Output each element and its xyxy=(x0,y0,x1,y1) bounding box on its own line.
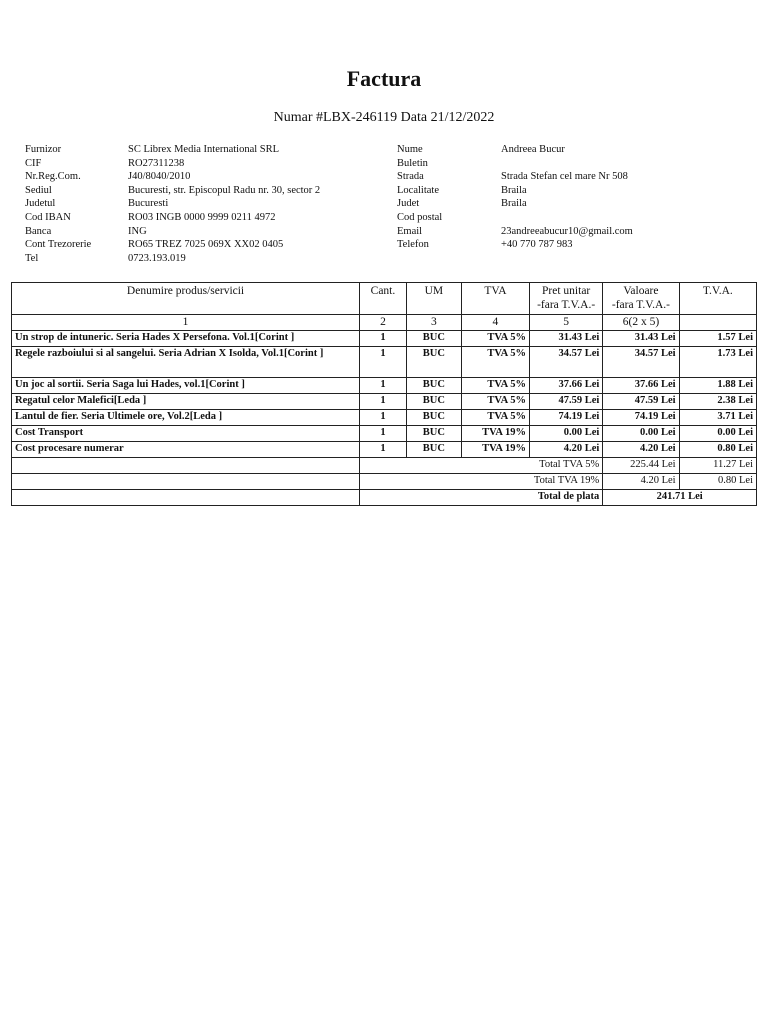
blank-cell xyxy=(12,490,360,506)
table-row xyxy=(12,410,757,426)
cell-um: BUC xyxy=(406,442,461,458)
column-header: UM xyxy=(406,283,461,315)
grand-total-row xyxy=(12,490,757,506)
supplier-field-value: ING xyxy=(128,225,147,237)
blank-cell xyxy=(12,458,360,474)
cell-tva: TVA 5% xyxy=(461,331,529,347)
client-field-row xyxy=(397,157,633,171)
client-field-row xyxy=(397,197,633,211)
cell-um: BUC xyxy=(406,347,461,378)
column-header: Pret unitar -fara T.V.A.- xyxy=(530,283,603,315)
cell-value: 47.59 Lei xyxy=(603,394,679,410)
column-number: 3 xyxy=(406,315,461,331)
cell-name: Un joc al sortii. Seria Saga lui Hades, vol.1[Corint ] xyxy=(12,378,360,394)
cell-vat: 2.38 Lei xyxy=(679,394,756,410)
client-field-row xyxy=(397,225,633,239)
cell-qty: 1 xyxy=(360,394,407,410)
table-row xyxy=(12,426,757,442)
total-tva5-row-label: Total TVA 5% xyxy=(360,458,603,474)
invoice-items-table xyxy=(11,282,757,506)
table-row xyxy=(12,378,757,394)
cell-tva: TVA 19% xyxy=(461,426,529,442)
supplier-field-label: Banca xyxy=(25,225,52,237)
client-field-label: Judet xyxy=(397,198,420,210)
cell-value: 4.20 Lei xyxy=(603,442,679,458)
cell-vat: 1.57 Lei xyxy=(679,331,756,347)
client-field-value: 23andreeabucur10@gmail.com xyxy=(501,225,633,237)
supplier-info xyxy=(25,143,320,265)
supplier-field-value: RO65 TREZ 7025 069X XX02 0405 xyxy=(128,239,284,251)
client-field-row xyxy=(397,184,633,198)
total-tva5-row xyxy=(12,458,757,474)
column-number-row xyxy=(12,315,757,331)
column-number: 5 xyxy=(530,315,603,331)
table-row xyxy=(12,331,757,347)
supplier-field-row xyxy=(25,225,320,239)
column-header: Denumire produs/servicii xyxy=(12,283,360,315)
column-number: 2 xyxy=(360,315,407,331)
supplier-field-value: RO27311238 xyxy=(128,157,185,169)
supplier-field-label: Nr.Reg.Com. xyxy=(25,171,81,183)
client-field-value: Strada Stefan cel mare Nr 508 xyxy=(501,171,628,183)
cell-tva: TVA 5% xyxy=(461,410,529,426)
supplier-field-row xyxy=(25,157,320,171)
client-field-row xyxy=(397,211,633,225)
client-info xyxy=(397,143,633,252)
cell-qty: 1 xyxy=(360,442,407,458)
table-row xyxy=(12,347,757,378)
cell-qty: 1 xyxy=(360,410,407,426)
client-field-value: +40 770 787 983 xyxy=(501,239,573,251)
supplier-field-label: Judetul xyxy=(25,198,56,210)
total-tva19-row xyxy=(12,474,757,490)
cell-name: Un strop de intuneric. Seria Hades X Persefona. Vol.1[Corint ] xyxy=(12,331,360,347)
client-field-value: Andreea Bucur xyxy=(501,144,565,155)
client-field-label: Buletin xyxy=(397,157,428,169)
invoice-number-date: Numar #LBX-246119 Data 21/12/2022 xyxy=(273,110,495,125)
cell-name: Lantul de fier. Seria Ultimele ore, Vol.2[Leda ] xyxy=(12,410,360,426)
supplier-field-row xyxy=(25,197,320,211)
client-field-label: Telefon xyxy=(397,239,429,251)
client-field-label: Email xyxy=(397,225,423,237)
supplier-field-value: 0723.193.019 xyxy=(128,252,186,264)
cell-value: 34.57 Lei xyxy=(603,347,679,378)
client-field-label: Nume xyxy=(397,144,423,155)
client-field-label: Localitate xyxy=(397,184,439,196)
cell-vat: 1.73 Lei xyxy=(679,347,756,378)
supplier-field-value: SC Librex Media International SRL xyxy=(128,144,280,155)
cell-vat: 0.80 Lei xyxy=(679,442,756,458)
supplier-field-row xyxy=(25,143,320,157)
cell-unit-price: 47.59 Lei xyxy=(530,394,603,410)
cell-um: BUC xyxy=(406,410,461,426)
client-field-label: Strada xyxy=(397,171,424,183)
cell-unit-price: 0.00 Lei xyxy=(530,426,603,442)
total-tva5-row-value: 225.44 Lei xyxy=(603,458,679,474)
invoice-title: Factura xyxy=(346,66,422,91)
supplier-field-value: Bucuresti, str. Episcopul Radu nr. 30, sector 2 xyxy=(128,184,321,196)
cell-tva: TVA 19% xyxy=(461,442,529,458)
supplier-field-row xyxy=(25,211,320,225)
total-tva5-row-vat: 11.27 Lei xyxy=(679,458,756,474)
supplier-field-label: Cont Trezorerie xyxy=(25,239,92,251)
client-field-row xyxy=(397,170,633,184)
cell-qty: 1 xyxy=(360,331,407,347)
supplier-field-row xyxy=(25,170,320,184)
supplier-field-label: Cod IBAN xyxy=(25,211,71,223)
supplier-field-label: Tel xyxy=(25,252,39,264)
column-number: 6(2 x 5) xyxy=(603,315,679,331)
cell-um: BUC xyxy=(406,378,461,394)
supplier-field-value: RO03 INGB 0000 9999 0211 4972 xyxy=(128,211,276,223)
supplier-field-value: Bucuresti xyxy=(128,198,169,210)
total-tva19-row-value: 4.20 Lei xyxy=(603,474,679,490)
cell-unit-price: 31.43 Lei xyxy=(530,331,603,347)
cell-tva: TVA 5% xyxy=(461,378,529,394)
cell-vat: 0.00 Lei xyxy=(679,426,756,442)
cell-vat: 1.88 Lei xyxy=(679,378,756,394)
total-tva19-row-label: Total TVA 19% xyxy=(360,474,603,490)
cell-name: Regele razboiului si al sangelui. Seria Adrian X Isolda, Vol.1[Corint ] xyxy=(12,347,360,378)
cell-unit-price: 74.19 Lei xyxy=(530,410,603,426)
cell-qty: 1 xyxy=(360,426,407,442)
cell-value: 37.66 Lei xyxy=(603,378,679,394)
column-header: Valoare -fara T.V.A.- xyxy=(603,283,679,315)
cell-unit-price: 4.20 Lei xyxy=(530,442,603,458)
cell-value: 74.19 Lei xyxy=(603,410,679,426)
client-field-value: Braila xyxy=(501,198,527,210)
cell-vat: 3.71 Lei xyxy=(679,410,756,426)
supplier-field-row xyxy=(25,252,320,266)
cell-um: BUC xyxy=(406,426,461,442)
cell-qty: 1 xyxy=(360,378,407,394)
total-tva19-row-vat: 0.80 Lei xyxy=(679,474,756,490)
client-field-row xyxy=(397,238,633,252)
cell-tva: TVA 5% xyxy=(461,394,529,410)
cell-unit-price: 37.66 Lei xyxy=(530,378,603,394)
cell-name: Cost procesare numerar xyxy=(12,442,360,458)
table-header-row xyxy=(12,283,757,315)
cell-name: Cost Transport xyxy=(12,426,360,442)
column-number: 1 xyxy=(12,315,360,331)
blank-cell xyxy=(12,474,360,490)
column-number: 4 xyxy=(461,315,529,331)
grand-total-row-value: 241.71 Lei xyxy=(603,490,757,506)
cell-unit-price: 34.57 Lei xyxy=(530,347,603,378)
cell-value: 31.43 Lei xyxy=(603,331,679,347)
cell-um: BUC xyxy=(406,394,461,410)
cell-tva: TVA 5% xyxy=(461,347,529,378)
supplier-field-label: Furnizor xyxy=(25,144,62,155)
cell-name: Regatul celor Malefici[Leda ] xyxy=(12,394,360,410)
table-row xyxy=(12,394,757,410)
grand-total-row-label: Total de plata xyxy=(360,490,603,506)
supplier-field-label: CIF xyxy=(25,157,42,169)
client-field-label: Cod postal xyxy=(397,211,443,223)
client-field-row xyxy=(397,143,633,157)
supplier-field-row xyxy=(25,184,320,198)
client-field-value: Braila xyxy=(501,184,527,196)
column-header: TVA xyxy=(461,283,529,315)
supplier-field-label: Sediul xyxy=(25,184,52,196)
column-header: T.V.A. xyxy=(679,283,756,315)
column-number xyxy=(679,315,756,331)
supplier-field-value: J40/8040/2010 xyxy=(128,171,191,183)
column-header: Cant. xyxy=(360,283,407,315)
cell-value: 0.00 Lei xyxy=(603,426,679,442)
table-row xyxy=(12,442,757,458)
supplier-field-row xyxy=(25,238,320,252)
cell-um: BUC xyxy=(406,331,461,347)
cell-qty: 1 xyxy=(360,347,407,378)
